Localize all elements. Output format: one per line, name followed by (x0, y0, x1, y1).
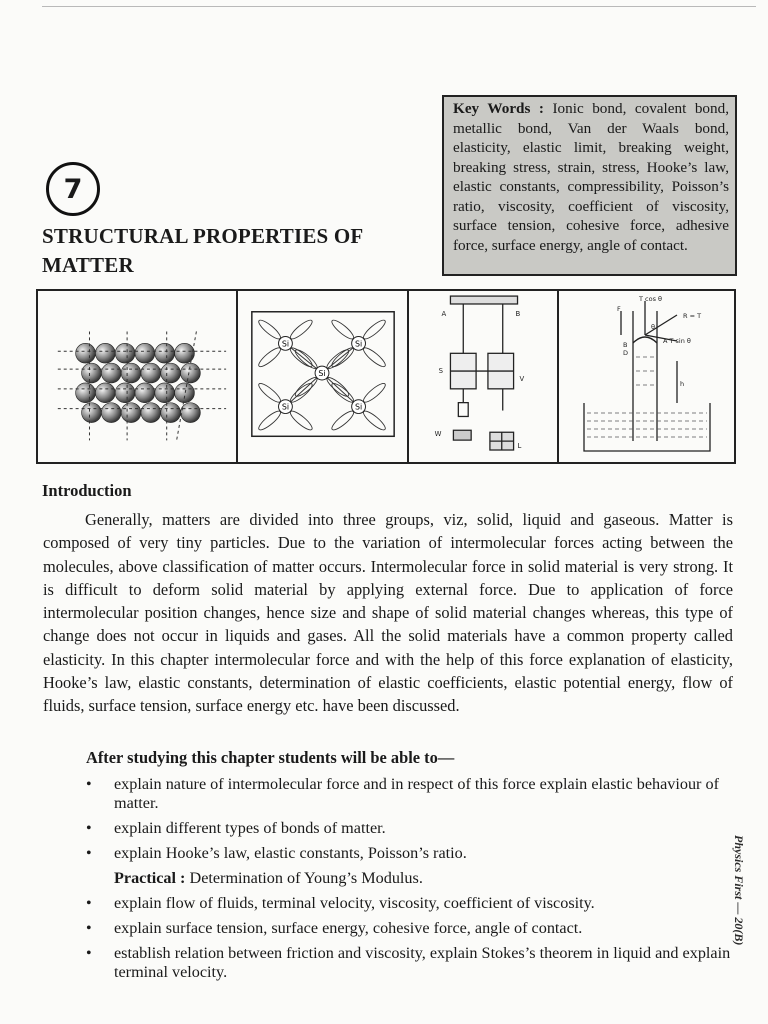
lattice-sphere (82, 363, 102, 383)
label-d: D (623, 349, 629, 357)
lattice-sphere (181, 363, 201, 383)
label-b: B (515, 309, 521, 318)
label-l: L (517, 442, 522, 451)
objective-item: • explain nature of intermolecular force and in respect of this force explain elastic behaviour of matter. (86, 775, 736, 813)
lattice-sphere (101, 363, 121, 383)
label-tcos: T cos θ (639, 295, 663, 303)
keywords-label: Key Words : (453, 100, 544, 117)
figure-sphere-lattice (38, 291, 238, 462)
label-f: F (617, 305, 621, 313)
objective-item: • explain surface tension, surface energy, cohesive force, angle of contact. (86, 919, 736, 938)
figure-strip (36, 289, 736, 464)
lattice-sphere (161, 363, 181, 383)
si-orbital (361, 409, 387, 433)
lattice-sphere (175, 383, 195, 403)
label-a: A (441, 309, 447, 318)
objective-item: • explain flow of fluids, terminal velocity, viscosity, coefficient of viscosity. (86, 894, 736, 913)
side-footer: Physics First — 20(B) (732, 835, 746, 946)
keywords-text: Ionic bond, covalent bond, metallic bond, Van der Waals bond, elasticity, elastic limit, breaking weight, breaking stress, strain, stress, Hooke’s law, elastic constants, compressibility, Poisson’s ratio, viscosity, coefficient of viscosity, surface tension, cohesive force, adhesive force, surface energy, angle of contact. (453, 100, 730, 254)
chapter-title: STRUCTURAL PROPERTIES OF MATTER (42, 224, 363, 277)
si-orbital (361, 345, 387, 369)
figure-capillary-rise (559, 291, 734, 462)
si-orbital (288, 409, 314, 433)
lattice-sphere (135, 383, 155, 403)
si-atom-label: Si (281, 402, 290, 412)
si-lattice-drawing (238, 291, 407, 462)
label-theta: θ (651, 323, 655, 331)
sphere-lattice-drawing (38, 291, 236, 462)
si-orbital (361, 381, 387, 405)
si-atom-label: Si (354, 339, 363, 349)
lattice-sphere (141, 403, 161, 423)
lattice-sphere (135, 343, 155, 363)
lattice-sphere (141, 363, 161, 383)
objective-item: • explain different types of bonds of matter. (86, 819, 736, 838)
label-s: S (438, 367, 443, 376)
practical-note (86, 869, 736, 888)
introduction-heading: Introduction (42, 481, 132, 500)
label-h: h (680, 380, 685, 388)
top-rule (42, 6, 756, 7)
lattice-sphere (121, 403, 141, 423)
lattice-sphere (155, 343, 175, 363)
si-atom-label: Si (281, 339, 290, 349)
figure-si-lattice (238, 291, 409, 462)
lattice-sphere (115, 383, 135, 403)
chapter-number: 7 (63, 173, 83, 205)
lattice-sphere (95, 383, 115, 403)
practical-text: Determination of Young’s Modulus. (189, 869, 423, 887)
lattice-sphere (76, 383, 96, 403)
lattice-sphere (121, 363, 141, 383)
si-orbital (256, 345, 282, 369)
lattice-sphere (155, 383, 175, 403)
si-orbital (256, 381, 282, 405)
lattice-sphere (115, 343, 135, 363)
label-v: V (519, 374, 525, 383)
keywords-box (442, 95, 737, 276)
lattice-sphere (161, 403, 181, 423)
si-orbital (361, 318, 387, 342)
label-rt: R = T (683, 312, 702, 320)
lattice-sphere (101, 403, 121, 423)
si-orbital (256, 409, 282, 433)
objective-item: • establish relation between friction and viscosity, explain Stokes’s theorem in liquid and explain terminal velocity. (86, 944, 736, 982)
si-atom-label: Si (318, 369, 326, 379)
objectives-list (86, 775, 736, 988)
introduction-text: Generally, matters are divided into three groups, viz, solid, liquid and gaseous. Matter is composed of very tiny particles. Due to the variation of intermolecular forces acting between the molecules, above classification of matter occurs. Intermolecular force in solid material is very strong. It is difficult to deform solid material by applying external force. Due to application of force intermolecular position changes, hence size and shape of solid material changes whereas, this type of change does not occur in liquids and gases. All the solid materials have a common property called elasticity. In this chapter intermolecular force and with the help of this force explanation of elasticity, Hooke’s law, elastic constants, determination of elastic coefficients, elastic potential energy, flow of fluids, surface tension, surface energy etc. have been discussed. (43, 510, 733, 716)
lattice-sphere (95, 343, 115, 363)
figure-searle-apparatus (409, 291, 559, 462)
label-b: B (623, 341, 628, 349)
objective-item: • explain Hooke’s law, elastic constants, Poisson’s ratio. (86, 844, 736, 863)
capillary-rise-drawing (559, 291, 734, 462)
lattice-sphere (181, 403, 201, 423)
practical-label: Practical : (114, 869, 186, 887)
lattice-sphere (82, 403, 102, 423)
si-atom-label: Si (354, 402, 363, 412)
searle-apparatus-drawing (409, 291, 557, 462)
lattice-sphere (175, 343, 195, 363)
si-orbital (330, 409, 356, 433)
label-tsin: A T sin θ (663, 337, 691, 345)
si-orbital (256, 318, 282, 342)
si-orbital (288, 318, 314, 342)
objectives-heading: After studying this chapter students will be able to— (86, 748, 455, 767)
label-w: W (434, 430, 442, 439)
si-orbital (330, 318, 356, 342)
chapter-number-badge (46, 162, 100, 216)
lattice-sphere (76, 343, 96, 363)
introduction-paragraph (43, 508, 733, 718)
